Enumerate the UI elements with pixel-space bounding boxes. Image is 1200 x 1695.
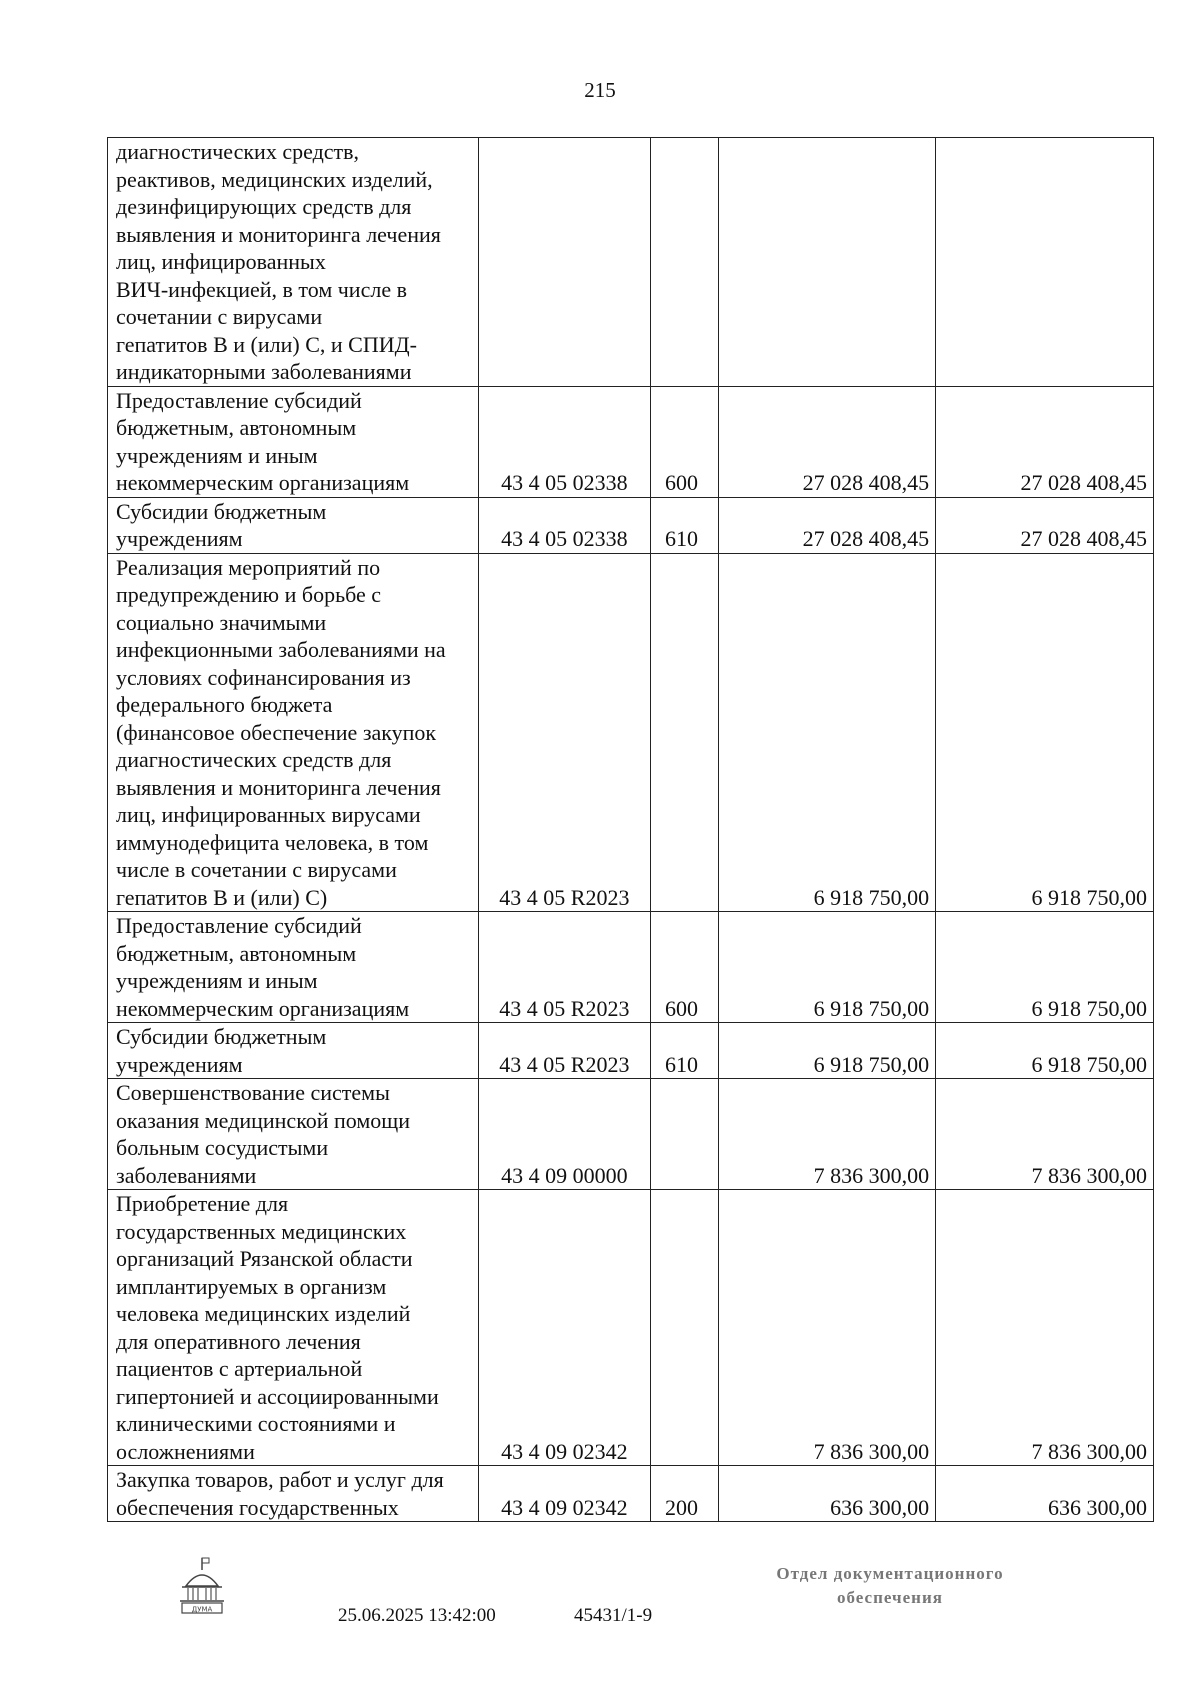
row-name-line: ВИЧ-инфекцией, в том числе в [116,276,407,302]
row-amount-2: 6 918 750,00 [936,1023,1154,1079]
row-expense-type: 600 [651,386,719,497]
row-name-line: инфекционными заболеваниями на [116,637,446,662]
budget-table-body [108,138,1154,1522]
row-amount-1: 27 028 408,45 [719,497,936,553]
row-name-line: больным сосудистыми [116,1135,329,1160]
page-number: 215 [584,78,616,102]
row-amount-1 [719,138,936,387]
row-name-line: Предоставление субсидий [116,913,362,938]
row-name-line: обеспечения государственных [116,1494,399,1520]
row-name-line: бюджетным, автономным [116,940,357,966]
row-amount-1: 7 836 300,00 [719,1190,936,1466]
table-row [108,1079,1154,1190]
row-expense-type [651,138,719,387]
row-name [108,553,479,912]
row-name-line: условиях софинансирования из [116,664,411,690]
row-amount-2: 27 028 408,45 [936,497,1154,553]
row-name-line: учреждениям [116,526,243,551]
department-stamp [740,1562,1040,1610]
row-name-line: учреждениям и иным [116,968,318,993]
row-name [108,497,479,553]
row-amount-2: 6 918 750,00 [936,912,1154,1023]
table-row [108,386,1154,497]
row-name-line: лиц, инфицированных [116,249,326,274]
row-expense-type: 600 [651,912,719,1023]
row-name-line: иммунодефицита человека, в том [116,829,429,855]
row-name [108,1466,479,1522]
row-name-line: диагностических средств для [116,747,392,772]
row-name-line: некоммерческим организациям [116,995,410,1021]
row-name-line: выявления и мониторинга лечения [116,774,441,800]
row-expense-type [651,1190,719,1466]
row-code: 43 4 05 02338 [478,386,650,497]
row-name-line: федерального бюджета [116,692,333,717]
row-expense-type: 610 [651,1023,719,1079]
row-code: 43 4 09 00000 [478,1079,650,1190]
row-amount-2: 27 028 408,45 [936,386,1154,497]
row-amount-2: 6 918 750,00 [936,553,1154,912]
row-name-line: сочетании с вирусами [116,304,323,329]
row-name-line: Субсидии бюджетным [116,1024,327,1049]
row-name-line: для оперативного лечения [116,1328,361,1354]
row-name-line: диагностических средств, [116,139,360,164]
row-code: 43 4 05 R2023 [478,553,650,912]
row-name-line: дезинфицирующих средств для [116,194,412,219]
table-row [108,138,1154,387]
row-amount-2: 7 836 300,00 [936,1190,1154,1466]
row-name-line: Совершенствование системы [116,1080,390,1105]
table-row [108,1190,1154,1466]
row-expense-type [651,1079,719,1190]
row-amount-1: 27 028 408,45 [719,386,936,497]
table-row [108,497,1154,553]
row-expense-type [651,553,719,912]
table-row [108,912,1154,1023]
row-name-line: Реализация мероприятий по [116,554,381,580]
row-name [108,1079,479,1190]
row-code [478,138,650,387]
row-name-line: государственных медицинских [116,1218,407,1244]
row-name [108,1023,479,1079]
footer-datetime: 25.06.2025 13:42:00 [338,1605,496,1626]
row-code: 43 4 05 02338 [478,497,650,553]
row-name-line: организаций Рязанской области [116,1246,413,1271]
row-name-line: реактивов, медицинских изделий, [116,166,433,192]
row-name-line: учреждениям [116,1051,243,1077]
row-amount-1: 636 300,00 [719,1466,936,1522]
row-name [108,138,479,387]
row-code: 43 4 09 02342 [478,1466,650,1522]
row-expense-type: 610 [651,497,719,553]
row-name-line: предупреждению и борьбе с [116,582,382,607]
row-name-line: социально значимыми [116,609,327,635]
row-name-line: клиническими состояниями и [116,1411,396,1436]
row-name-line: заболеваниями [116,1162,257,1188]
row-name-line: Закупка товаров, работ и услуг для [116,1467,444,1492]
table-row [108,1023,1154,1079]
row-name-line: Предоставление субсидий [116,387,362,413]
row-name-line: лиц, инфицированных вирусами [116,802,421,827]
budget-table [107,137,1154,1522]
row-name-line: числе в сочетании с вирусами [116,857,397,882]
row-name-line: пациентов с артериальной [116,1356,363,1381]
row-name-line: осложнениями [116,1438,255,1464]
row-name-line: оказания медицинской помощи [116,1107,411,1133]
row-name-line: гепатитов В и (или) С) [116,884,328,910]
row-expense-type: 200 [651,1466,719,1522]
row-name-line: гипертонией и ассоциированными [116,1383,439,1409]
row-code: 43 4 09 02342 [478,1190,650,1466]
row-name-line: выявления и мониторинга лечения [116,221,441,247]
stamp-line-2: обеспечения [837,1588,943,1607]
table-row [108,553,1154,912]
row-name-line: гепатитов В и (или) С, и СПИД- [116,331,417,357]
row-name-line: индикаторными заболеваниями [116,359,412,384]
row-name-line: некоммерческим организациям [116,470,410,495]
duma-emblem-icon [172,1556,232,1616]
row-amount-2: 7 836 300,00 [936,1079,1154,1190]
row-name-line: человека медицинских изделий [116,1301,411,1326]
row-amount-1: 7 836 300,00 [719,1079,936,1190]
row-amount-2 [936,138,1154,387]
row-name-line: имплантируемых в организм [116,1273,387,1299]
row-name [108,1190,479,1466]
row-name-line: Приобретение для [116,1191,289,1216]
table-row [108,1466,1154,1522]
row-amount-1: 6 918 750,00 [719,1023,936,1079]
row-name [108,386,479,497]
row-name-line: (финансовое обеспечение закупок [116,719,437,745]
row-amount-2: 636 300,00 [936,1466,1154,1522]
stamp-line-1: Отдел документационного [776,1564,1004,1583]
row-name-line: бюджетным, автономным [116,415,357,440]
row-name-line: учреждениям и иным [116,442,318,468]
row-code: 43 4 05 R2023 [478,1023,650,1079]
logo-text: ДУМА [191,1605,213,1614]
row-name-line: Субсидии бюджетным [116,498,327,524]
row-amount-1: 6 918 750,00 [719,912,936,1023]
footer-doc-number: 45431/1-9 [574,1605,653,1626]
row-name [108,912,479,1023]
row-code: 43 4 05 R2023 [478,912,650,1023]
row-amount-1: 6 918 750,00 [719,553,936,912]
